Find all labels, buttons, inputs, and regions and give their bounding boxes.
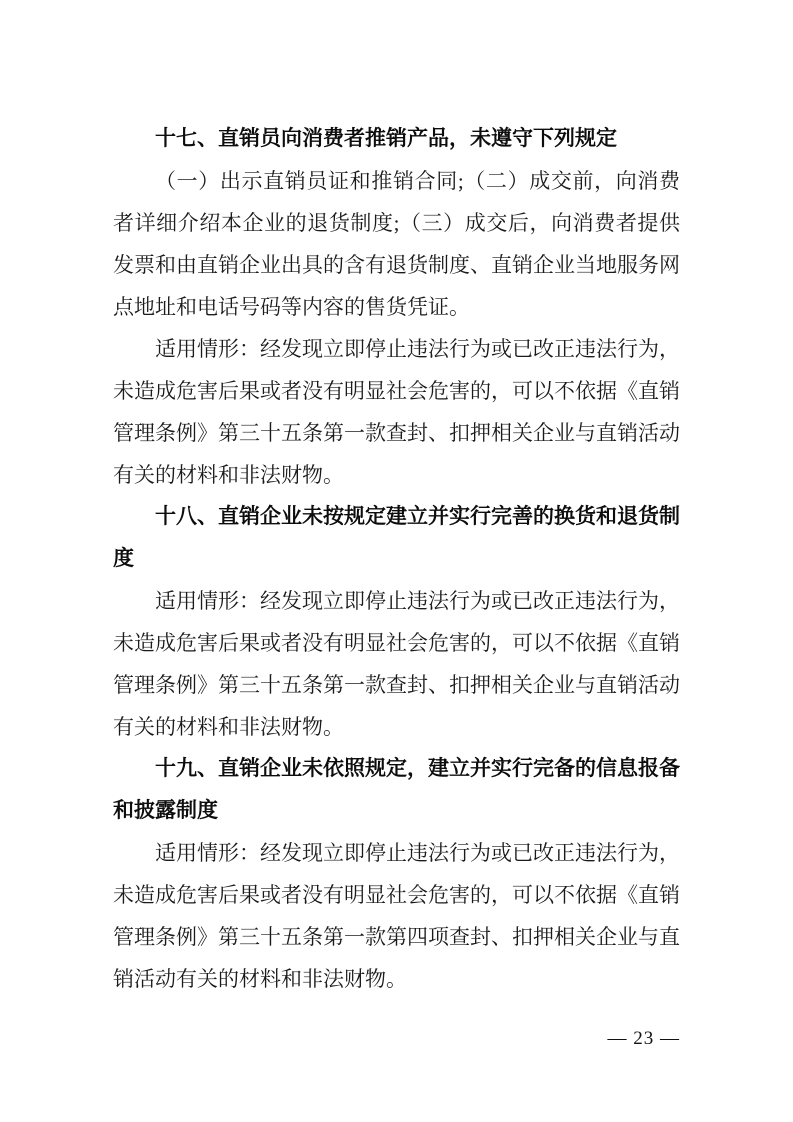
section-17-paragraph-provisions: （一）出示直销员证和推销合同;（二）成交前，向消费者详细介绍本企业的退货制度;（三）成交后，向消费者提供发票和由直销企业出具的含有退货制度、直销企业当地服务网点地址和电话号码等内容的售货凭证。 xyxy=(113,169,680,319)
section-18-paragraph-applicable-situation: 适用情形：经发现立即停止违法行为或已改正违法行为，未造成危害后果或者没有明显社会危害的，可以不依据《直销管理条例》第三十五条第一款查封、扣押相关企业与直销活动有关的材料和非法财物。 xyxy=(113,589,680,739)
section-19-heading: 十九、直销企业未依照规定，建立并实行完备的信息报备和披露制度 xyxy=(113,757,680,822)
section-17-paragraph-applicable-situation: 适用情形：经发现立即停止违法行为或已改正违法行为，未造成危害后果或者没有明显社会危害的，可以不依据《直销管理条例》第三十五条第一款查封、扣押相关企业与直销活动有关的材料和非法财物。 xyxy=(113,337,680,487)
section-19-paragraph-applicable-situation: 适用情形：经发现立即停止违法行为或已改正违法行为，未造成危害后果或者没有明显社会危害的，可以不依据《直销管理条例》第三十五条第一款第四项查封、扣押相关企业与直销活动有关的材料和非法财物。 xyxy=(113,841,680,991)
section-18-heading: 十八、直销企业未按规定建立并实行完善的换货和退货制度 xyxy=(113,505,680,570)
page-number: — 23 — xyxy=(607,1028,680,1049)
document-body xyxy=(113,118,680,1000)
section-17-heading: 十七、直销员向消费者推销产品，未遵守下列规定 xyxy=(155,127,617,150)
